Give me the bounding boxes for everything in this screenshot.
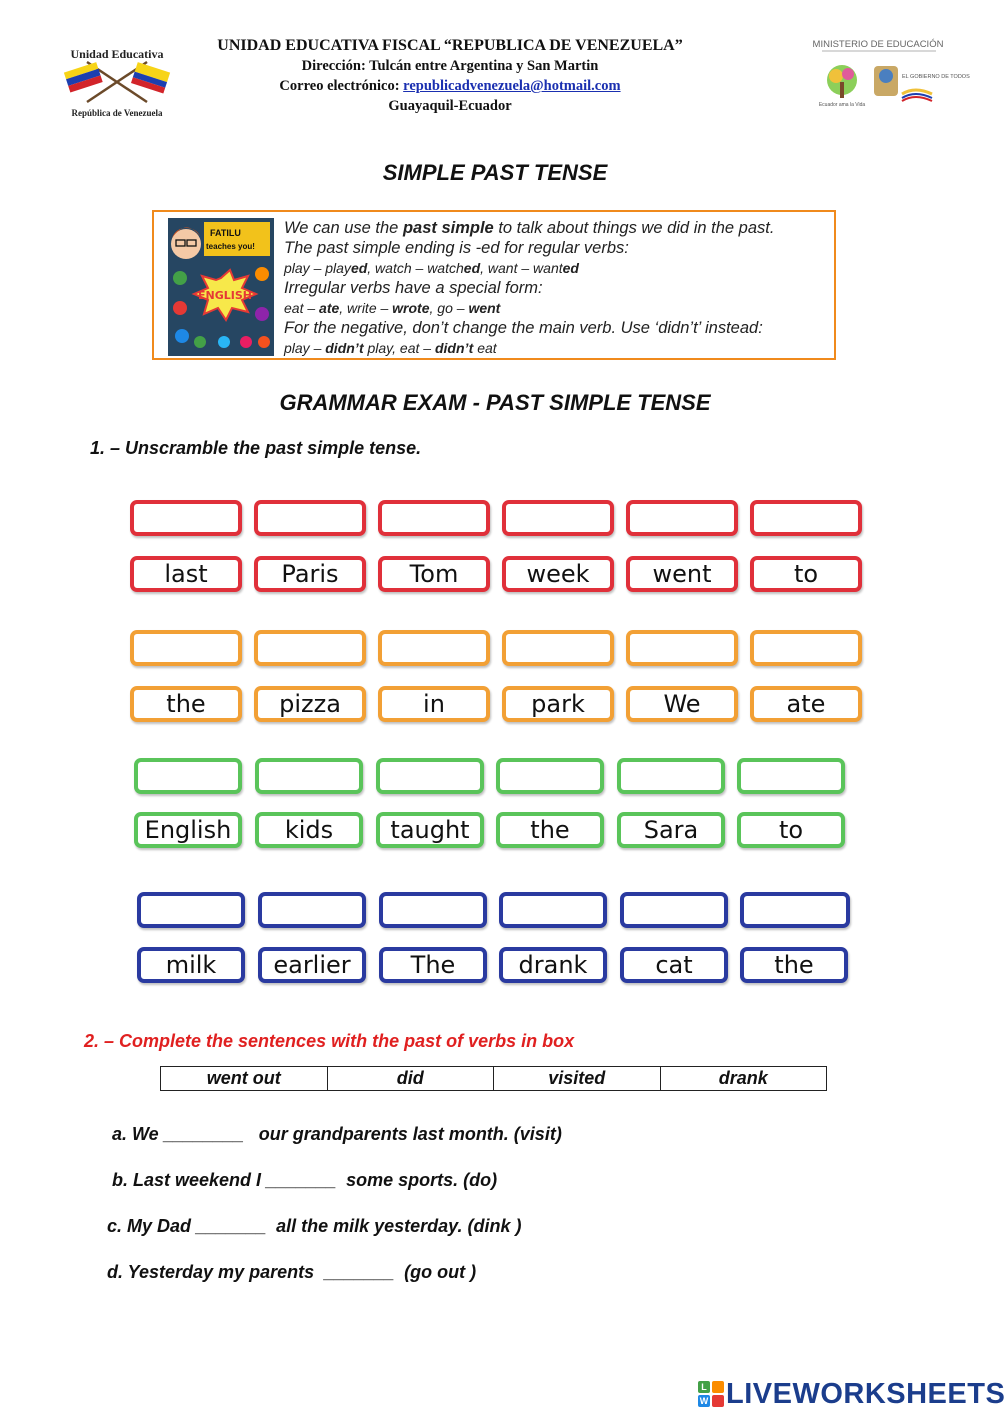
info-text bbox=[284, 218, 832, 358]
school-name: UNIDAD EDUCATIVA FISCAL “REPUBLICA DE VENEZUELA” bbox=[217, 37, 683, 54]
word-tile: kids bbox=[255, 812, 363, 848]
page-title: SIMPLE PAST TENSE bbox=[382, 160, 608, 185]
email-link[interactable]: republicadvenezuela@hotmail.com bbox=[403, 78, 621, 94]
answer-box[interactable] bbox=[254, 630, 366, 666]
answer-box[interactable] bbox=[617, 758, 725, 794]
word-tile: pizza bbox=[254, 686, 366, 722]
answer-box[interactable] bbox=[258, 892, 366, 928]
word-tile: last bbox=[130, 556, 242, 592]
answer-box[interactable] bbox=[737, 758, 845, 794]
word-tile: went bbox=[626, 556, 738, 592]
ministry-caption-1: Ecuador ama la Vida bbox=[818, 102, 866, 108]
answer-box[interactable] bbox=[378, 500, 490, 536]
answer-box[interactable] bbox=[499, 892, 607, 928]
info-line-6: For the negative, don’t change the main verb. Use ‘didn’t’ instead: bbox=[284, 319, 763, 337]
answer-box[interactable] bbox=[137, 892, 245, 928]
school-email-line bbox=[150, 76, 750, 96]
info-line-5: eat – ate, write – wrote, go – went bbox=[284, 300, 501, 316]
info-line-4: Irregular verbs have a special form: bbox=[284, 279, 543, 297]
answer-box[interactable] bbox=[626, 630, 738, 666]
word-tile: cat bbox=[620, 947, 728, 983]
verb-cell: did bbox=[328, 1067, 495, 1090]
answer-box[interactable] bbox=[255, 758, 363, 794]
sentence-d[interactable]: d. Yesterday my parents _______ (go out ) bbox=[107, 1262, 477, 1282]
liveworksheets-icon: L W bbox=[698, 1381, 724, 1407]
liveworksheets-brand bbox=[698, 1378, 1005, 1410]
answer-box[interactable] bbox=[626, 500, 738, 536]
word-tile: park bbox=[502, 686, 614, 722]
school-header bbox=[150, 36, 750, 116]
ministry-title: MINISTERIO DE EDUCACIÓN bbox=[812, 39, 944, 50]
word-tile: the bbox=[130, 686, 242, 722]
word-tile: to bbox=[737, 812, 845, 848]
logo-text-bottom: República de Venezuela bbox=[71, 108, 163, 118]
word-tile: The bbox=[379, 947, 487, 983]
word-tile: drank bbox=[499, 947, 607, 983]
word-tile: the bbox=[740, 947, 848, 983]
question-1: 1. – Unscramble the past simple tense. bbox=[90, 438, 422, 458]
logo-text-top: Unidad Educativa bbox=[70, 47, 164, 61]
answer-box[interactable] bbox=[130, 500, 242, 536]
word-tile: week bbox=[502, 556, 614, 592]
word-tile: English bbox=[134, 812, 242, 848]
english-illustration bbox=[168, 218, 274, 356]
answer-box[interactable] bbox=[502, 500, 614, 536]
sentence-b[interactable]: b. Last weekend I _______ some sports. (do) bbox=[112, 1170, 498, 1190]
ministry-logo bbox=[812, 36, 970, 116]
answer-box[interactable] bbox=[130, 630, 242, 666]
verb-cell: went out bbox=[161, 1067, 328, 1090]
answer-box[interactable] bbox=[496, 758, 604, 794]
word-tile: taught bbox=[376, 812, 484, 848]
word-tile: We bbox=[626, 686, 738, 722]
word-tile: milk bbox=[137, 947, 245, 983]
school-city: Guayaquil-Ecuador bbox=[388, 98, 512, 114]
word-tile: Sara bbox=[617, 812, 725, 848]
answer-box[interactable] bbox=[502, 630, 614, 666]
ministry-caption-2: EL GOBIERNO DE TODOS bbox=[902, 74, 970, 80]
word-tile: the bbox=[496, 812, 604, 848]
answer-box[interactable] bbox=[740, 892, 850, 928]
sentence-c[interactable]: c. My Dad _______ all the milk yesterday. (dink ) bbox=[107, 1216, 522, 1236]
sentence-a[interactable]: a. We ________ our grandparents last month. (visit) bbox=[112, 1124, 562, 1144]
image-badge-1: FATILU bbox=[210, 228, 241, 238]
question-2: 2. – Complete the sentences with the past of verbs in box bbox=[84, 1031, 575, 1051]
answer-box[interactable] bbox=[254, 500, 366, 536]
word-tile: to bbox=[750, 556, 862, 592]
exam-title: GRAMMAR EXAM - PAST SIMPLE TENSE bbox=[279, 390, 711, 415]
school-address: Dirección: Tulcán entre Argentina y San Martin bbox=[301, 58, 599, 74]
verb-box bbox=[160, 1066, 827, 1091]
word-tile: earlier bbox=[258, 947, 366, 983]
info-line-3: play – played, watch – watched, want – wanted bbox=[284, 260, 579, 276]
info-line-7: play – didn’t play, eat – didn’t eat bbox=[284, 340, 497, 356]
verb-cell: drank bbox=[718, 1068, 768, 1088]
answer-box[interactable] bbox=[620, 892, 728, 928]
answer-box[interactable] bbox=[750, 630, 862, 666]
answer-box[interactable] bbox=[378, 630, 490, 666]
answer-box[interactable] bbox=[379, 892, 487, 928]
word-tile: Tom bbox=[378, 556, 490, 592]
word-tile: ate bbox=[750, 686, 862, 722]
image-badge-2: teaches you! bbox=[206, 242, 255, 251]
verb-cell: visited bbox=[494, 1067, 661, 1090]
info-line-2: The past simple ending is -ed for regular verbs: bbox=[284, 239, 629, 257]
answer-box[interactable] bbox=[750, 500, 862, 536]
answer-box[interactable] bbox=[134, 758, 242, 794]
info-box bbox=[152, 210, 836, 360]
word-tile: in bbox=[378, 686, 490, 722]
image-badge-3: ENGLISH bbox=[198, 289, 252, 302]
answer-box[interactable] bbox=[376, 758, 484, 794]
info-line-1: We can use the past simple to talk about things we did in the past. bbox=[284, 219, 775, 237]
brand-text: LIVEWORKSHEETS bbox=[726, 1377, 1005, 1410]
word-tile: Paris bbox=[254, 556, 366, 592]
email-label: Correo electrónico: bbox=[279, 78, 404, 94]
